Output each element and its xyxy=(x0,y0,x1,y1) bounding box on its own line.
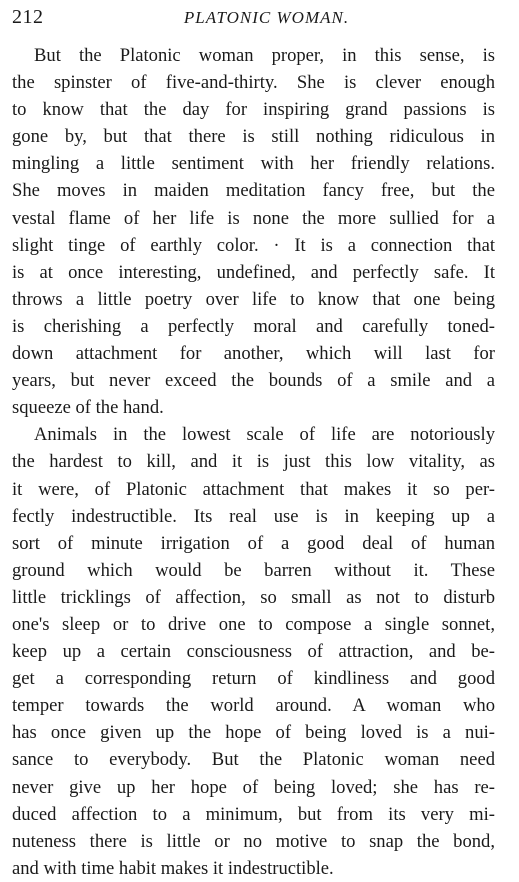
text-line: ground which would be barren without it. These xyxy=(12,559,495,581)
text-line: throws a little poetry over life to know that one being xyxy=(12,288,495,310)
text-line: years, but never exceed the bounds of a smile and a xyxy=(12,370,495,392)
text-line: slight tinge of earthly color. · It is a connection that xyxy=(12,234,495,256)
paragraph-1 xyxy=(12,42,495,421)
text-line: get a corresponding return of kindliness and good xyxy=(12,668,495,690)
page-number: 212 xyxy=(12,6,44,28)
running-title: PLATONIC WOMAN. xyxy=(183,8,350,27)
text-line: the hardest to kill, and it is just this low vitality, as xyxy=(12,451,495,473)
body-text xyxy=(12,42,495,882)
text-line: is at once interesting, undefined, and perfectly safe. It xyxy=(12,261,495,283)
text-line: is cherishing a perfectly moral and carefully toned- xyxy=(12,315,495,337)
text-line: down attachment for another, which will last for xyxy=(12,343,495,365)
page-header xyxy=(12,6,509,30)
text-line: keep up a certain consciousness of attraction, and be- xyxy=(12,641,495,663)
text-line: squeeze of the hand. xyxy=(12,397,164,419)
text-line: little tricklings of affection, so small as not to disturb xyxy=(12,586,495,608)
text-line: sort of minute irrigation of a good deal of human xyxy=(12,532,495,554)
text-line: and with time habit makes it indestructible. xyxy=(12,857,334,879)
text-line: never give up her hope of being loved; she has re- xyxy=(12,776,495,798)
text-line: one's sleep or to drive one to compose a single sonnet, xyxy=(12,613,495,635)
text-line: sance to everybody. But the Platonic woman need xyxy=(12,749,495,771)
text-line: it were, of Platonic attachment that makes it so per- xyxy=(12,478,495,500)
text-line: Animals in the lowest scale of life are notoriously xyxy=(34,424,495,446)
text-line: duced affection to a minimum, but from its very mi- xyxy=(12,803,495,825)
text-line: She moves in maiden meditation fancy free, but the xyxy=(12,180,495,202)
text-line: nuteness there is little or no motive to snap the bond, xyxy=(12,830,495,852)
text-line: But the Platonic woman proper, in this sense, is xyxy=(34,45,495,66)
text-line: the spinster of five-and-thirty. She is clever enough xyxy=(12,72,495,94)
text-line: fectly indestructible. Its real use is in keeping up a xyxy=(12,505,495,527)
text-line: gone by, but that there is still nothing ridiculous in xyxy=(12,126,495,148)
text-line: to know that the day for inspiring grand passions is xyxy=(12,99,495,121)
text-line: temper towards the world around. A woman who xyxy=(12,695,495,717)
text-line: mingling a little sentiment with her friendly relations. xyxy=(12,153,495,175)
text-line: vestal flame of her life is none the more sullied for a xyxy=(12,207,495,229)
paragraph-2 xyxy=(12,421,495,882)
text-line: has once given up the hope of being loved is a nui- xyxy=(12,722,495,744)
